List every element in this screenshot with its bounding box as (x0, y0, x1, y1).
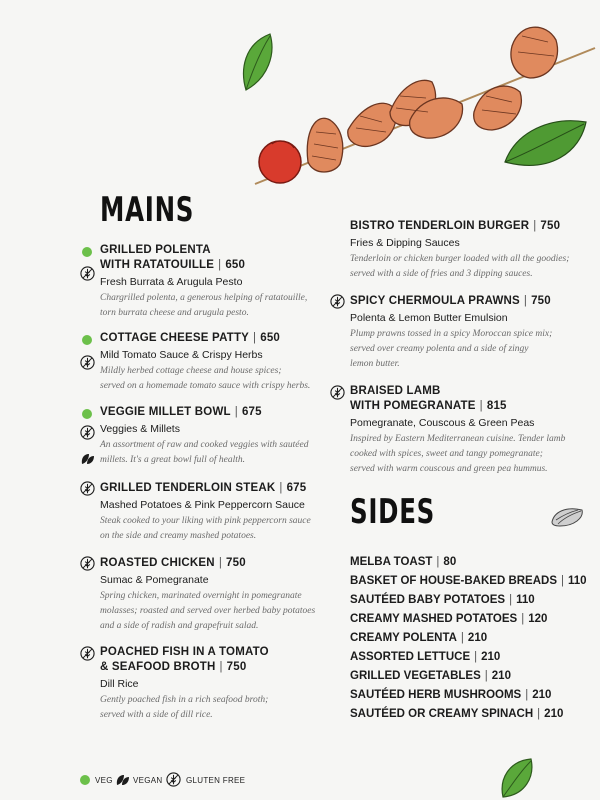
gluten-free-icon (330, 385, 345, 400)
menu-item-subtitle: Fries & Dipping Sauces (350, 237, 460, 249)
side-price: 210 (481, 651, 501, 663)
menu-item-description: An assortment of raw and cooked veggies with sautéed (100, 440, 309, 450)
menu-item-description: millets. It's a great bowl full of health. (100, 455, 245, 465)
menu-item-bistro-tenderloin-burger: BISTRO TENDERLOIN BURGER | 750 Fries & Dipping Sauces Tenderloin or chicken burger loaded with all the goodies; served with a side of fries and 3 dipping sauces. (350, 219, 590, 282)
side-item: ASSORTED LETTUCE | 210 (350, 651, 501, 663)
prawn-skewer-illustration (250, 12, 600, 192)
sides-heading: SIDES (350, 492, 436, 532)
vegan-icon (116, 774, 130, 786)
menu-item-price: 750 (226, 661, 247, 673)
menu-item-description: Steak cooked to your liking with pink peppercorn sauce (100, 516, 311, 526)
menu-item-name: GRILLED TENDERLOIN STEAK (100, 482, 276, 494)
menu-item-description: served on a homemade tomato sauce with crispy herbs. (100, 381, 311, 391)
menu-item-description: cooked with spices, sweet and tangy pomegranate; (350, 449, 543, 459)
menu-item-name: VEGGIE MILLET BOWL (100, 406, 231, 418)
menu-item-grilled-polenta: GRILLED POLENTA WITH RATATOUILLE | 650 Fresh Burrata & Arugula Pesto Chargrilled polenta, a generous helping of ratatouille, torn burrata cheese and arugula pesto. (100, 243, 330, 321)
menu-item-name: SPICY CHERMOULA PRAWNS (350, 295, 520, 307)
menu-item-grilled-tenderloin-steak: GRILLED TENDERLOIN STEAK | 675 Mashed Potatoes & Pink Peppercorn Sauce Steak cooked to your liking with pink peppercorn sauce on the side and creamy mashed potatoes. (100, 481, 340, 544)
gluten-free-icon (166, 772, 181, 787)
menu-item-name: COTTAGE CHEESE PATTY (100, 332, 250, 344)
menu-item-description: Plump prawns tossed in a spicy Moroccan spice mix; (350, 329, 553, 339)
gluten-free-icon (80, 355, 95, 370)
side-name: SAUTÉED HERB MUSHROOMS (350, 689, 522, 701)
menu-item-roasted-chicken: ROASTED CHICKEN | 750 Sumac & Pomegranate Spring chicken, marinated overnight in pomegranate molasses; roasted and served over herbed baby potatoes and a side of radish and grapefruit salad. (100, 556, 340, 634)
menu-item-description: Gently poached fish in a rich seafood broth; (100, 695, 269, 705)
menu-item-subtitle: Mashed Potatoes & Pink Peppercorn Sauce (100, 499, 305, 511)
veg-icon (82, 409, 92, 419)
side-price: 110 (516, 594, 535, 606)
side-name: SAUTÉED OR CREAMY SPINACH (350, 708, 534, 720)
side-item: MELBA TOAST | 80 (350, 556, 457, 568)
menu-item-subtitle: Dill Rice (100, 678, 139, 690)
menu-item-price: 650 (260, 332, 281, 344)
menu-item-poached-fish: POACHED FISH IN A TOMATO & SEAFOOD BROTH | 750 Dill Rice Gently poached fish in a rich seafood broth; served with a side of dill rice. (100, 645, 340, 723)
menu-item-name: WITH POMEGRANATE (350, 400, 476, 412)
menu-item-cottage-cheese-patty: COTTAGE CHEESE PATTY | 650 Mild Tomato Sauce & Crispy Herbs Mildly herbed cottage cheese and house spices; served on a homemade tomato sauce with crispy herbs. (100, 331, 330, 394)
menu-item-description: served with warm couscous and green pea hummus. (350, 464, 548, 474)
menu-item-name: & SEAFOOD BROTH (100, 661, 216, 673)
sides-list (350, 553, 590, 724)
menu-item-price: 650 (225, 259, 246, 271)
legend-vegan-label: VEGAN (133, 776, 163, 785)
menu-item-description: served over creamy polenta and a side of zingy (350, 344, 529, 354)
menu-item-price: 750 (226, 557, 246, 569)
side-item: SAUTÉED BABY POTATOES | 110 (350, 594, 535, 606)
menu-item-subtitle: Mild Tomato Sauce & Crispy Herbs (100, 349, 263, 361)
menu-item-name: GRILLED POLENTA (100, 244, 211, 256)
gluten-free-icon (80, 481, 95, 496)
menu-item-name: POACHED FISH IN A TOMATO (100, 646, 269, 658)
side-item: CREAMY MASHED POTATOES | 120 (350, 613, 548, 625)
menu-item-description: served with a side of dill rice. (100, 710, 213, 720)
side-name: CREAMY MASHED POTATOES (350, 613, 518, 625)
menu-item-description: torn burrata cheese and arugula pesto. (100, 308, 249, 318)
spinach-leaf-illustration-bottom (497, 755, 537, 800)
menu-item-price: 675 (286, 482, 307, 494)
side-price: 210 (532, 689, 552, 701)
menu-item-description: served with a side of fries and 3 dipping sauces. (350, 269, 533, 279)
veg-icon (82, 247, 92, 257)
veg-icon (82, 335, 92, 345)
gluten-free-icon (80, 425, 95, 440)
garlic-illustration (548, 504, 588, 528)
veg-icon (80, 775, 90, 785)
menu-item-name: ROASTED CHICKEN (100, 557, 215, 569)
menu-item-subtitle: Veggies & Millets (100, 423, 180, 435)
menu-item-description: Chargrilled polenta, a generous helping of ratatouille, (100, 293, 308, 303)
menu-item-name: BRAISED LAMB (350, 385, 441, 397)
menu-item-braised-lamb: BRAISED LAMB WITH POMEGRANATE | 815 Pomegranate, Couscous & Green Peas Inspired by Eastern Mediterranean cuisine. Tender lamb cooked with spices, sweet and tangy pomegranate; served with warm couscous and green pea hummus. (350, 384, 590, 477)
side-name: MELBA TOAST (350, 556, 433, 568)
menu-item-price: 750 (540, 220, 561, 232)
menu-item-price: 750 (531, 295, 551, 307)
menu-item-description: lemon butter. (350, 359, 400, 369)
menu-item-name: BISTRO TENDERLOIN BURGER (350, 220, 530, 232)
menu-item-subtitle: Fresh Burrata & Arugula Pesto (100, 276, 243, 288)
gluten-free-icon (80, 556, 95, 571)
menu-item-price: 675 (241, 406, 262, 418)
vegan-icon (81, 453, 95, 465)
legend-veg-label: VEG (95, 776, 113, 785)
menu-item-spicy-chermoula-prawns: SPICY CHERMOULA PRAWNS | 750 Polenta & Lemon Butter Emulsion Plump prawns tossed in a spicy Moroccan spice mix; served over creamy polenta and a side of zingy lemon butter. (350, 294, 590, 372)
side-item: SAUTÉED OR CREAMY SPINACH | 210 (350, 708, 564, 720)
side-price: 120 (528, 613, 548, 625)
side-name: SAUTÉED BABY POTATOES (350, 594, 506, 606)
gluten-free-icon (330, 294, 345, 309)
menu-item-veggie-millet-bowl: VEGGIE MILLET BOWL | 675 Veggies & Millets An assortment of raw and cooked veggies with sautéed millets. It's a great bowl full of health. (100, 405, 330, 468)
mains-heading: MAINS (100, 190, 195, 230)
dietary-legend (80, 772, 340, 788)
side-price: 110 (568, 575, 587, 587)
menu-item-subtitle: Sumac & Pomegranate (100, 574, 209, 586)
side-price: 210 (467, 632, 488, 644)
menu-item-description: and a side of radish and grapefruit salad. (100, 621, 259, 631)
gluten-free-icon (80, 266, 95, 281)
menu-item-name: WITH RATATOUILLE (100, 259, 215, 271)
side-name: CREAMY POLENTA (350, 632, 457, 644)
menu-item-description: on the side and creamy mashed potatoes. (100, 531, 257, 541)
side-item: BASKET OF HOUSE-BAKED BREADS | 110 (350, 575, 587, 587)
menu-item-subtitle: Polenta & Lemon Butter Emulsion (350, 312, 508, 324)
side-name: ASSORTED LETTUCE (350, 651, 471, 663)
menu-item-price: 815 (486, 400, 507, 412)
menu-item-subtitle: Pomegranate, Couscous & Green Peas (350, 417, 535, 429)
gluten-free-icon (80, 646, 95, 661)
menu-item-description: Inspired by Eastern Mediterranean cuisine. Tender lamb (350, 434, 566, 444)
menu-item-description: Mildly herbed cottage cheese and house spices; (100, 366, 282, 376)
side-price: 210 (491, 670, 511, 682)
side-item: GRILLED VEGETABLES | 210 (350, 670, 511, 682)
menu-item-description: Spring chicken, marinated overnight in pomegranate (100, 591, 302, 601)
menu-item-description: Tenderloin or chicken burger loaded with all the goodies; (350, 254, 570, 264)
side-item: SAUTÉED HERB MUSHROOMS | 210 (350, 689, 552, 701)
side-name: GRILLED VEGETABLES (350, 670, 481, 682)
menu-item-description: molasses; roasted and served over herbed baby potatoes (100, 606, 316, 616)
side-price: 80 (443, 556, 457, 568)
side-name: BASKET OF HOUSE-BAKED BREADS (350, 575, 558, 587)
legend-gluten-free-label: GLUTEN FREE (186, 776, 246, 785)
side-price: 210 (544, 708, 564, 720)
side-item: CREAMY POLENTA | 210 (350, 632, 488, 644)
